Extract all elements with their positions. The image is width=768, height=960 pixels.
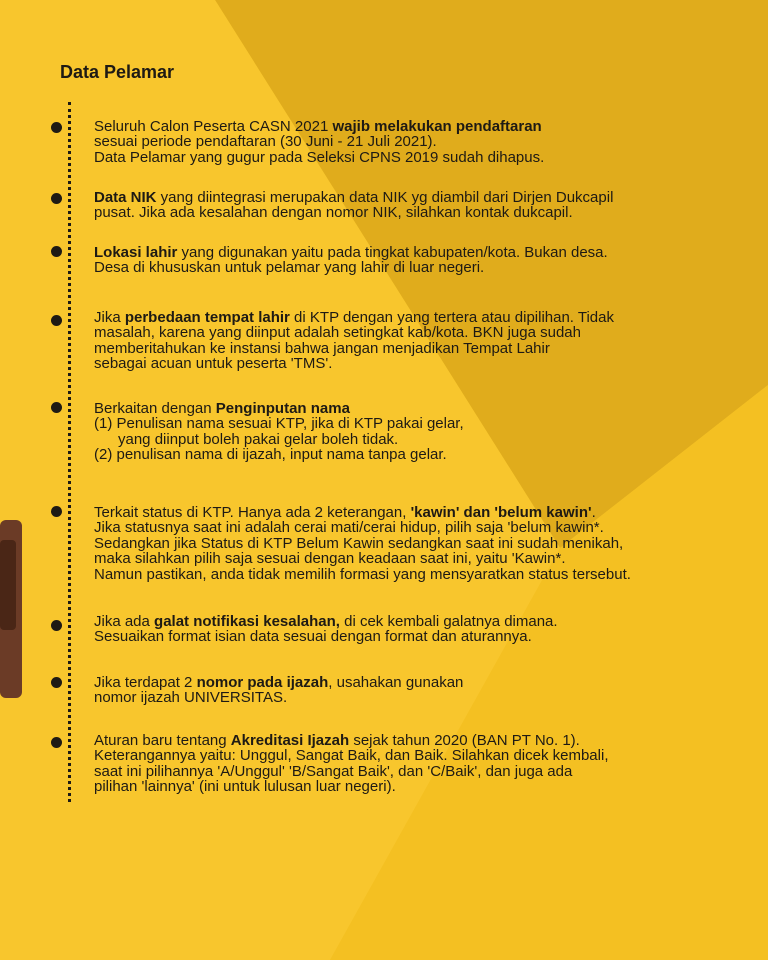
text-segment: di cek kembali galatnya dimana. bbox=[339, 613, 558, 630]
bold-text: 'kawin' dan 'belum kawin' bbox=[410, 504, 592, 521]
text-segment: Terkait status di KTP. Hanya ada 2 keterangan, bbox=[94, 504, 411, 521]
bold-text: perbedaan tempat lahir bbox=[124, 309, 290, 326]
bold-text: galat notifikasi kesalahan, bbox=[154, 613, 340, 630]
text-segment: Jika bbox=[94, 309, 125, 326]
timeline-dotted-line bbox=[68, 102, 71, 802]
text-line: Desa di khususkan untuk pelamar yang lahir di luar negeri. bbox=[94, 259, 485, 277]
bullet-icon bbox=[51, 246, 62, 257]
text-segment: sejak tahun 2020 (BAN PT No. 1). bbox=[349, 732, 580, 749]
text-line: Namun pastikan, anda tidak memilih formasi yang mensyaratkan status tersebut. bbox=[94, 565, 631, 583]
text-line: saat ini pilihannya 'A/Unggul' 'B/Sangat Baik', dan 'C/Baik', dan juga ada bbox=[94, 762, 573, 780]
bullet-icon bbox=[51, 677, 62, 688]
text-line: (2) penulisan nama di ijazah, input nama tanpa gelar. bbox=[94, 446, 447, 464]
bold-text: Penginputan nama bbox=[215, 400, 350, 417]
text-line: yang diinput boleh pakai gelar boleh tidak. bbox=[118, 430, 399, 448]
text-line: (1) Penulisan nama sesuai KTP, jika di KTP pakai gelar, bbox=[94, 415, 464, 433]
text-line: Keterangannya yaitu: Unggul, Sangat Baik, dan Baik. Silahkan dicek kembali, bbox=[94, 747, 609, 765]
bullet-icon bbox=[51, 315, 62, 326]
text-line: Sedangkan jika Status di KTP Belum Kawin sedangkan saat ini sudah menikah, bbox=[94, 534, 624, 552]
bullet-icon bbox=[51, 737, 62, 748]
text-segment: , usahakan gunakan bbox=[328, 674, 464, 691]
bold-text: Lokasi lahir bbox=[94, 244, 178, 261]
bullet-icon bbox=[51, 620, 62, 631]
text-segment: Berkaitan dengan bbox=[94, 400, 216, 417]
text-line: Jika statusnya saat ini adalah cerai mati/cerai hidup, pilih saja 'belum kawin*. bbox=[94, 519, 604, 537]
text-segment: yang diintegrasi merupakan data NIK yg diambil dari Dirjen Dukcapil bbox=[156, 189, 614, 206]
text-segment: Jika terdapat 2 bbox=[94, 674, 197, 691]
text-line: masalah, karena yang diinput adalah setingkat kab/kota. BKN juga sudah bbox=[94, 324, 581, 342]
bullet-icon bbox=[51, 402, 62, 413]
text-segment: yang digunakan yaitu pada tingkat kabupaten/kota. Bukan desa. bbox=[177, 244, 608, 261]
bullet-icon bbox=[51, 193, 62, 204]
bold-text: wajib melakukan pendaftaran bbox=[332, 118, 542, 135]
text-line: sebagai acuan untuk peserta 'TMS'. bbox=[94, 355, 333, 373]
text-line: memberitahukan ke instansi bahwa jangan menjadikan Tempat Lahir bbox=[94, 339, 550, 357]
text-line: Data Pelamar yang gugur pada Seleksi CPNS 2019 sudah dihapus. bbox=[94, 148, 545, 166]
page-title: Data Pelamar bbox=[60, 62, 175, 82]
bold-text: nomor pada ijazah bbox=[196, 674, 329, 691]
bullet-icon bbox=[51, 122, 62, 133]
bold-text: Akreditasi Ijazah bbox=[230, 732, 350, 749]
text-segment: di KTP dengan yang tertera atau dipilihan. Tidak bbox=[289, 309, 614, 326]
text-segment: Jika ada bbox=[94, 613, 155, 630]
bullet-icon bbox=[51, 506, 62, 517]
text-line: pilihan 'lainnya' (ini untuk lulusan luar negeri). bbox=[94, 778, 396, 796]
photo-fragment-edge bbox=[0, 540, 16, 630]
text-line: maka silahkan pilih saja sesuai dengan keadaan saat ini, yaitu 'Kawin*. bbox=[94, 550, 566, 568]
text-segment: . bbox=[591, 504, 596, 521]
text-segment: Seluruh Calon Peserta CASN 2021 bbox=[94, 118, 333, 135]
bold-text: Data NIK bbox=[94, 189, 157, 206]
text-line: pusat. Jika ada kesalahan dengan nomor NIK, silahkan kontak dukcapil. bbox=[94, 204, 573, 222]
text-line: nomor ijazah UNIVERSITAS. bbox=[94, 689, 288, 707]
text-segment: Aturan baru tentang bbox=[94, 732, 231, 749]
text-line: sesuai periode pendaftaran (30 Juni - 21 Juli 2021). bbox=[94, 133, 437, 151]
text-line: Sesuaikan format isian data sesuai dengan format dan aturannya. bbox=[94, 628, 532, 646]
